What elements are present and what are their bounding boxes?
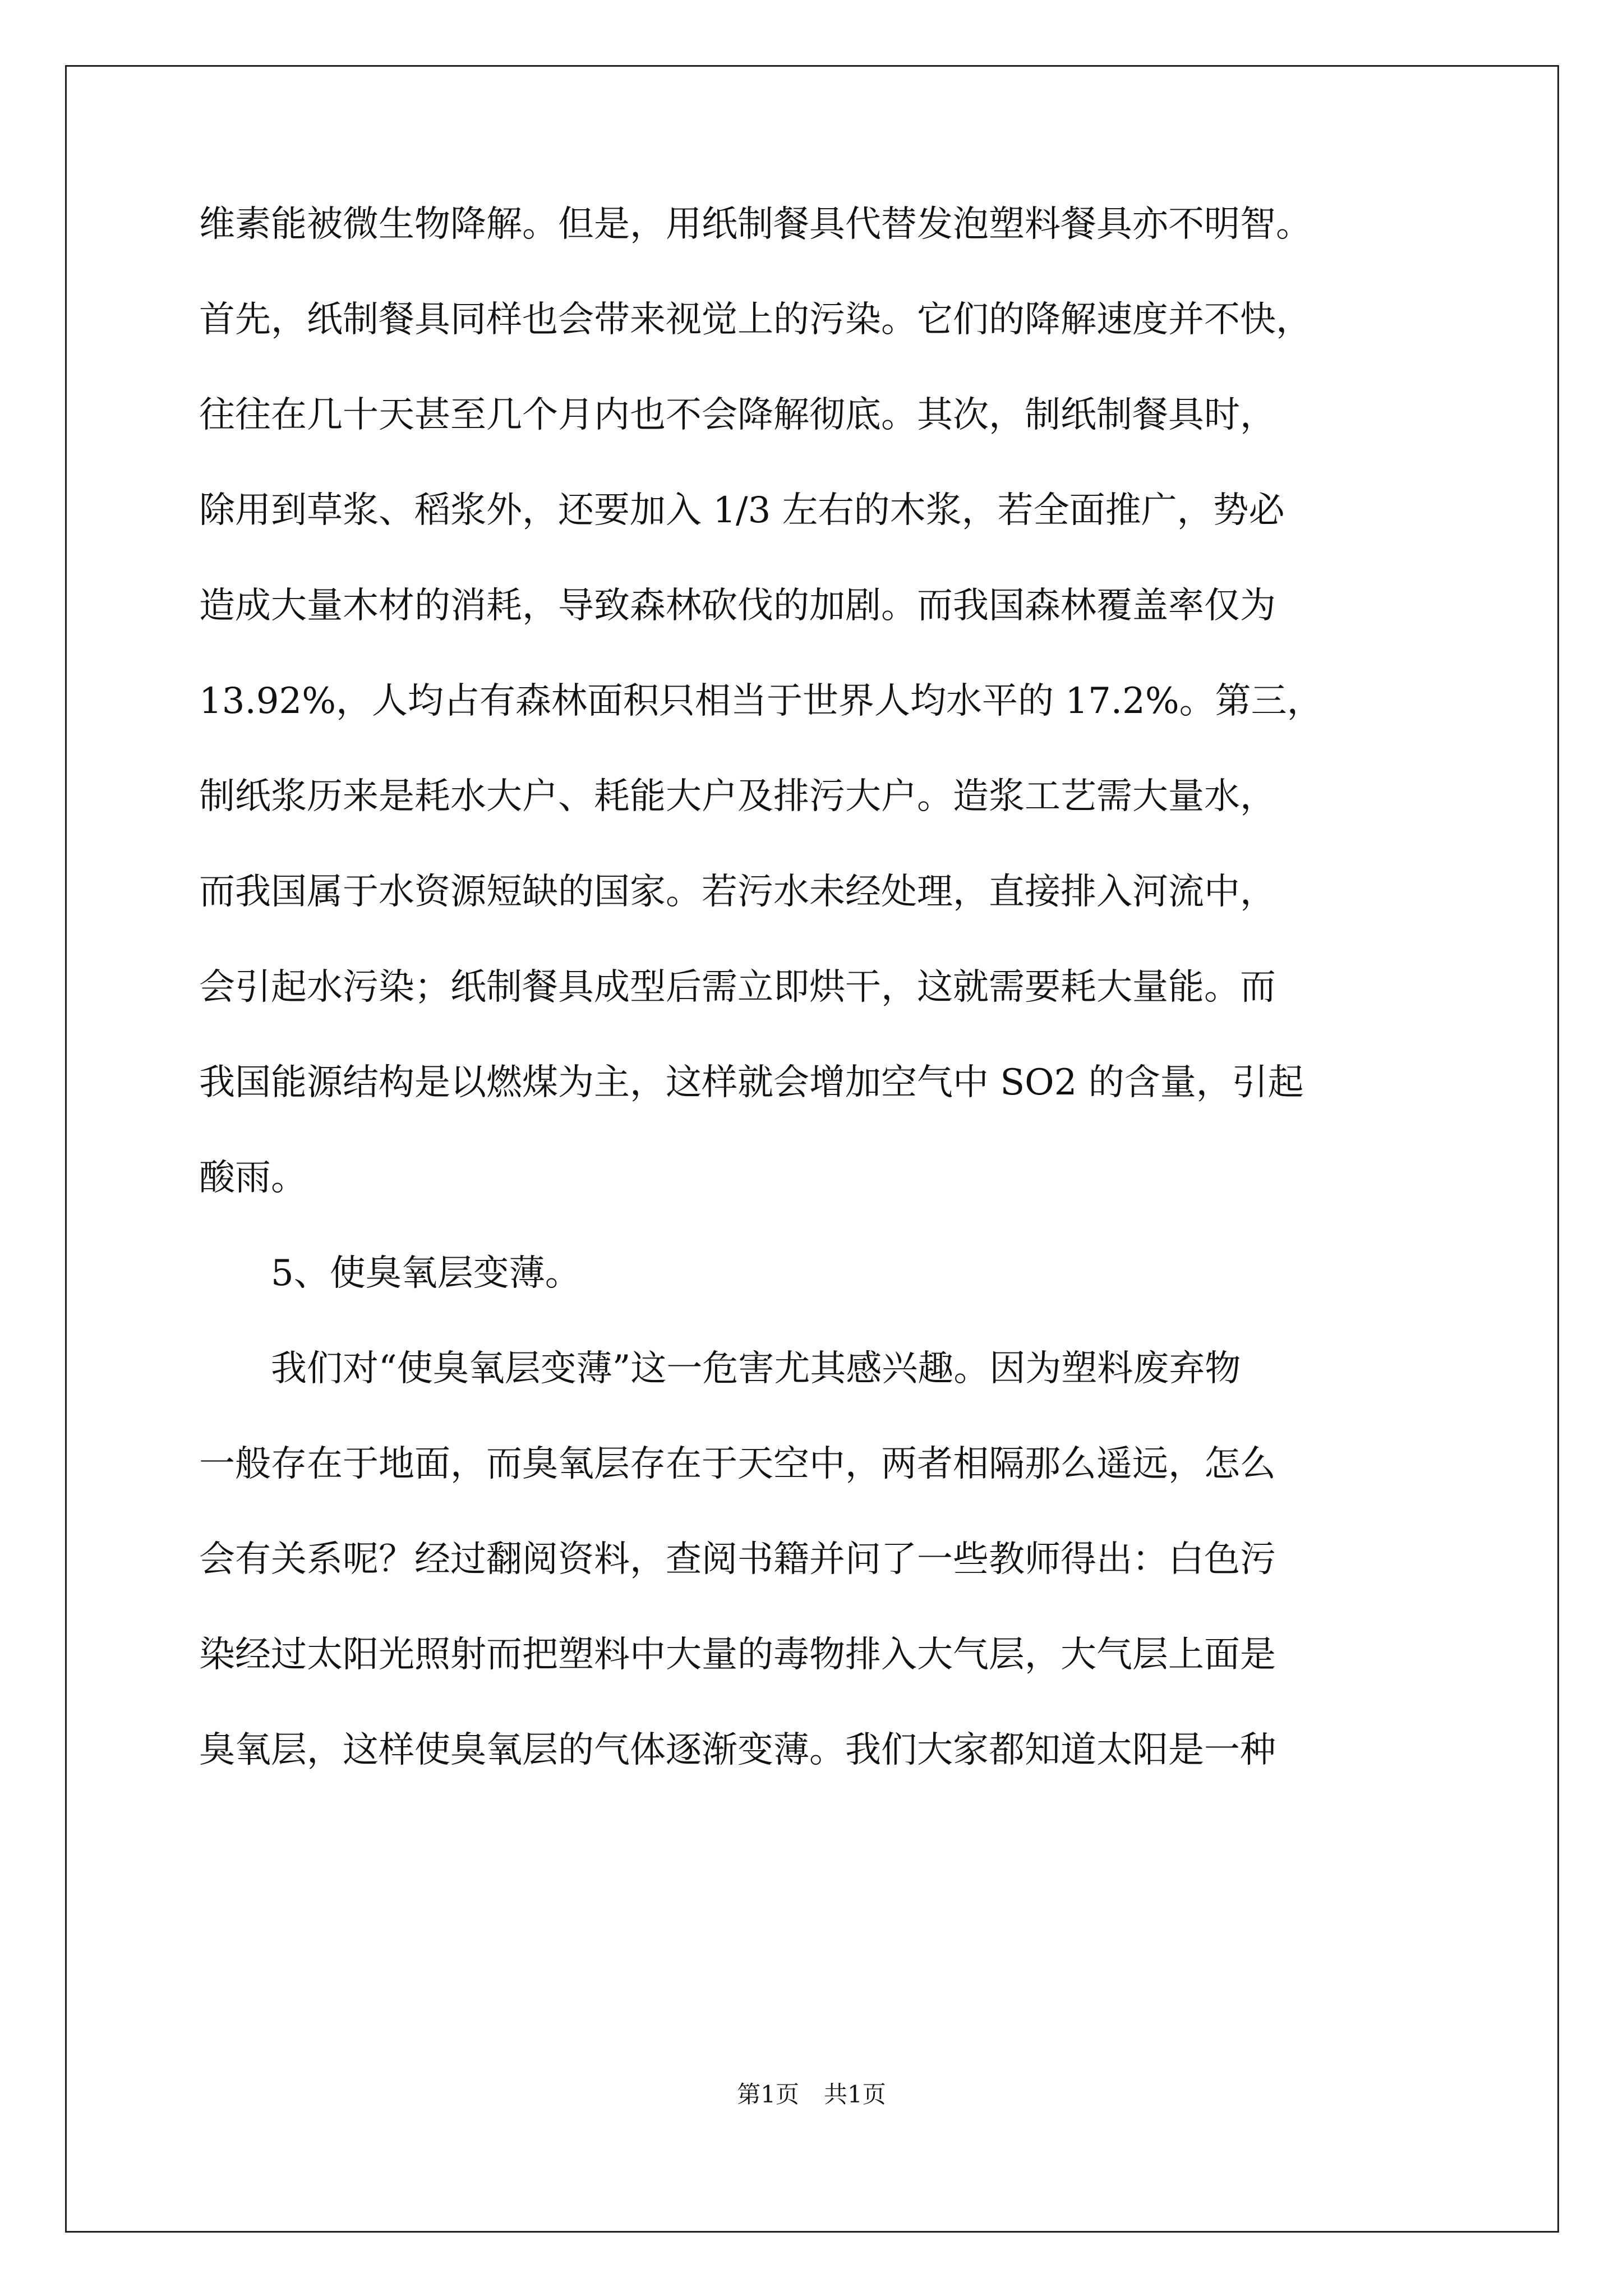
- body-line-14: 一般存在于地面，而臭氧层存在于天空中，两者相隔那么遥远，怎么: [199, 1443, 1276, 1485]
- page-number: 第1页: [737, 2081, 799, 2108]
- body-line-1: 维素能被微生物降解。但是，用纸制餐具代替发泡塑料餐具亦不明智。: [199, 204, 1312, 245]
- body-line-11: 酸雨。: [199, 1157, 307, 1199]
- section-heading: 5、使臭氧层变薄。: [271, 1253, 581, 1294]
- body-line-9: 会引起水污染；纸制餐具成型后需立即烘干，这就需要耗大量能。而: [199, 967, 1276, 1008]
- body-line-4: 除用到草浆、稻浆外，还要加入 1/3 左右的木浆，若全面推广，势必: [199, 490, 1285, 531]
- page-total: 共1页: [824, 2081, 886, 2108]
- page-border: [65, 65, 1559, 2233]
- page-footer: [0, 2079, 1623, 2110]
- body-line-16: 染经过太阳光照射而把塑料中大量的毒物排入大气层，大气层上面是: [199, 1634, 1276, 1676]
- body-line-2: 首先，纸制餐具同样也会带来视觉上的污染。它们的降解速度并不快，: [199, 299, 1312, 341]
- body-line-10: 我国能源结构是以燃煤为主，这样就会增加空气中 SO2 的含量，引起: [199, 1062, 1304, 1103]
- body-line-3: 往往在几十天甚至几个月内也不会降解彻底。其次，制纸制餐具时，: [199, 394, 1276, 436]
- body-line-15: 会有关系呢？经过翻阅资料，查阅书籍并问了一些教师得出：白色污: [199, 1539, 1276, 1580]
- body-line-13: 我们对“使臭氧层变薄”这一危害尤其感兴趣。因为塑料废弃物: [271, 1348, 1241, 1389]
- body-line-8: 而我国属于水资源短缺的国家。若污水未经处理，直接排入河流中，: [199, 871, 1276, 913]
- body-line-7: 制纸浆历来是耗水大户、耗能大户及排污大户。造浆工艺需大量水，: [199, 776, 1276, 817]
- body-line-17: 臭氧层，这样使臭氧层的气体逐渐变薄。我们大家都知道太阳是一种: [199, 1729, 1276, 1771]
- body-line-6: 13.92%，人均占有森林面积只相当于世界人均水平的 17.2%。第三，: [199, 680, 1323, 722]
- body-line-5: 造成大量木材的消耗，导致森林砍伐的加剧。而我国森林覆盖率仅为: [199, 585, 1276, 627]
